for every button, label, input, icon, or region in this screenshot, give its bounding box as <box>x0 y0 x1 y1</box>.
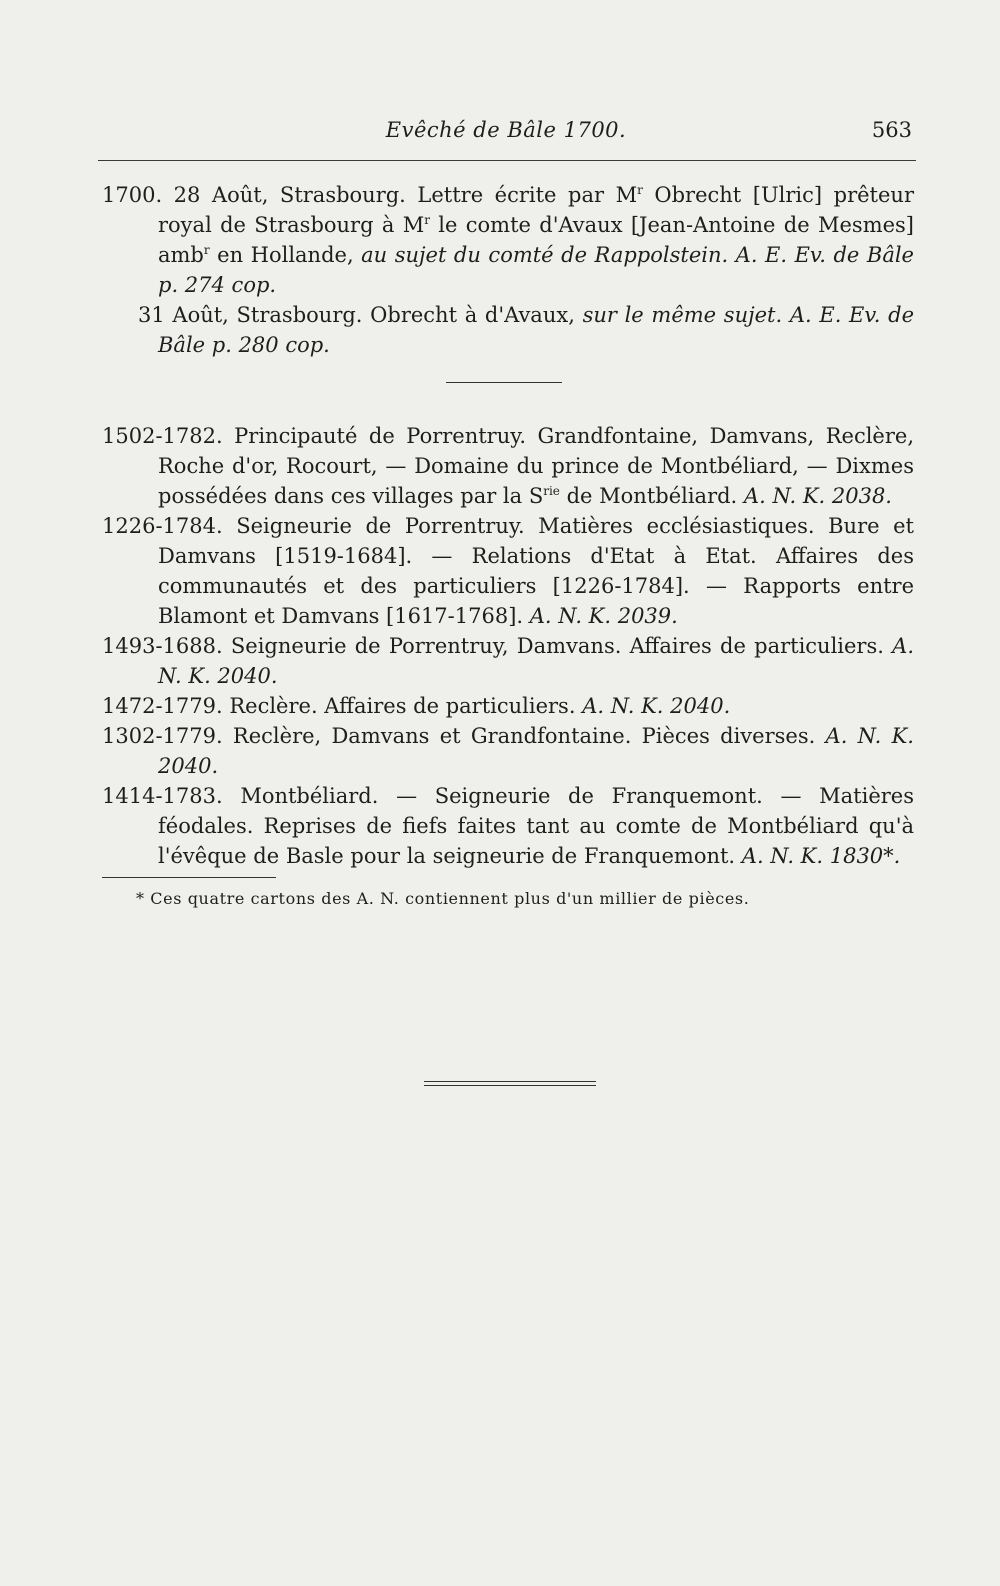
page-header <box>100 118 912 152</box>
footnote-rule <box>102 877 276 878</box>
header-rule <box>98 160 916 161</box>
entry-1700-28-aout: 1700. 28 Août, Strasbourg. Lettre écrite par $M^r$ Obrecht [Ulric] prêteur royal de Strasbourg à $M^r$ le comte d'Avaux [Jean-Antoine de Mesmes] amb$^r$ en Hollande, au sujet du comté de Rappolstein. A. E. Ev. de Bâle p. 274 cop. <box>102 183 915 297</box>
archive-reference: sur le même sujet. A. E. Ev. de Bâle p. 280 cop. <box>158 303 914 357</box>
archive-reference: A. N. K. 2038. <box>743 484 892 508</box>
archive-reference: A. N. K. 2039. <box>529 604 678 628</box>
page-number: 563 <box>871 118 912 142</box>
archive-reference: A. N. K. 2040. <box>582 694 731 718</box>
archive-reference: A. N. K. 1830*. <box>741 844 901 868</box>
entry-1226-1784: 1226-1784. Seigneurie de Porrentruy. Matières ecclésiastiques. Bure et Damvans [1519-1684]. — Relations d'Etat à Etat. Affaires des communautés et des particuliers [1226-1784]. — Rapports entre Blamont et Damvans [1617-1768]. A. N. K. 2039. <box>102 514 914 628</box>
entry-1302-1779: 1302-1779. Reclère, Damvans et Grandfontaine. Pièces diverses. A. N. K. 2040. <box>102 724 914 778</box>
body-text <box>102 180 914 871</box>
entry-1493-1688: 1493-1688. Seigneurie de Porrentruy, Damvans. Affaires de particuliers. A. N. K. 2040. <box>102 634 914 688</box>
archive-reference: au sujet du comté de Rappolstein. A. E. Ev. de Bâle p. 274 cop. <box>158 243 914 297</box>
footnote: * Ces quatre cartons des A. N. contiennent plus d'un millier de pièces. <box>136 889 750 908</box>
archive-reference: A. N. K. 2040. <box>158 724 914 778</box>
archive-reference: A. N. K. 2040. <box>158 634 914 688</box>
end-ornament-rule-bottom <box>424 1085 596 1086</box>
entry-date: 1700. 28 Août, Strasbourg. <box>102 183 406 207</box>
section-divider <box>446 382 562 383</box>
entry-31-aout: 31 Août, Strasbourg. Obrecht à d'Avaux, sur le même sujet. A. E. Ev. de Bâle p. 280 cop. <box>138 303 914 357</box>
end-ornament-rule-top <box>424 1081 596 1082</box>
entry-1414-1783: 1414-1783. Montbéliard. — Seigneurie de Franquemont. — Matières féodales. Reprises de fiefs faites tant au comte de Montbéliard qu'à l'évêque de Basle pour la seigneurie de Franquemont. A. N. K. 1830*. <box>102 784 914 868</box>
entry-1472-1779: 1472-1779. Reclère. Affaires de particuliers. A. N. K. 2040. <box>102 694 731 718</box>
running-title: Evêché de Bâle 1700. <box>385 118 627 142</box>
entry-1502-1782: 1502-1782. Principauté de Porrentruy. Grandfontaine, Damvans, Reclère, Roche d'or, Rocourt, — Domaine du prince de Montbéliard, — Dixmes possédées dans ces villages par la $S^{rie}$ de Montbéliard. A. N. K. 2038. <box>102 424 914 508</box>
